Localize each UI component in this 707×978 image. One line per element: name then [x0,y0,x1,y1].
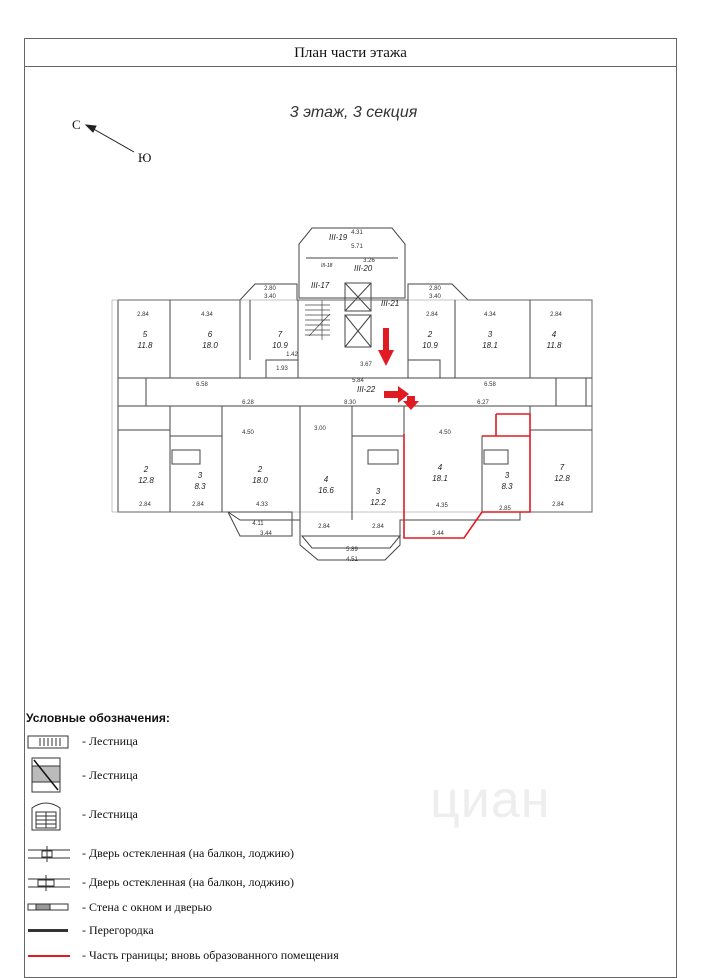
dim-label: 1.42 [286,352,298,358]
room-area: 18.1 [432,474,448,483]
stair-section-icon [26,756,72,794]
dim-label: 2.84 [318,524,330,530]
room-area: 16.6 [318,486,334,495]
dim-label: 1.93 [276,366,288,372]
dim-label: 6.58 [196,382,208,388]
room-num: 3 [197,471,203,480]
glazed-door-alt-icon [26,869,72,897]
dim-label: 8.30 [344,400,356,406]
room-num: 3 [375,487,381,496]
watermark-logo: циан [430,771,551,829]
stair-label-17: III-17 [311,281,330,290]
legend-item [26,942,626,970]
room-area: 8.3 [194,482,206,491]
room-num: 2 [257,465,263,474]
dim-label: 6.27 [477,400,489,406]
stair-label-20: III-20 [354,264,373,273]
legend-item [26,728,626,756]
compass-north-label: С [72,117,81,132]
room-area: 18.0 [202,341,218,350]
dim-label: 3.40 [264,294,276,300]
dim-label: 4.35 [436,503,448,509]
legend-label: - Лестница [82,734,138,748]
stair-label-21: III-21 [381,299,400,308]
dim-label: 4.11 [252,521,264,527]
red-arrow-right-icon [384,386,409,403]
room-area: 11.8 [546,341,562,350]
legend-item [26,840,626,868]
dim-label: 5.84 [352,378,364,384]
room-num: 3 [487,330,493,339]
room-area: 10.9 [422,341,438,350]
dim-label: 4.34 [484,312,496,318]
dim-label: 2.80 [264,286,276,292]
room-num: 3 [504,471,510,480]
dim-label: 2.84 [137,312,149,318]
room-num: 4 [437,463,443,472]
room-area: 18.1 [482,341,498,350]
legend-label: - Лестница [82,807,138,821]
legend-item [26,869,626,897]
dim-label: 4.34 [201,312,213,318]
room-area: 12.8 [554,474,570,483]
glazed-door-icon [26,840,72,868]
stair-label-18: III-18 [321,263,333,269]
legend-item [26,917,626,945]
room-area: 12.8 [138,476,154,485]
dim-label: 3.44 [260,531,272,537]
floor-section-label: 3 этаж, 3 секция [289,104,418,121]
legend-label: - Лестница [82,768,138,782]
room-area: 11.8 [137,341,153,350]
dim-label: 3.44 [432,531,444,537]
legend-label: - Стена с окном и дверью [82,900,212,914]
document-title: План части этажа [25,39,676,67]
dim-label: 4.50 [242,430,254,436]
dim-label: 3.67 [360,362,372,368]
room-num: 7 [559,463,565,472]
dim-label: 4.33 [256,502,268,508]
room-num: 7 [277,330,283,339]
room-num: 5 [142,330,148,339]
dim-label: 4.51 [346,557,358,563]
room-num: 6 [207,330,213,339]
room-area: 12.2 [370,498,386,507]
red-boundary-icon [26,942,72,970]
room-num: 2 [143,465,149,474]
dim-label: 2.84 [372,524,384,530]
dim-label: 6.28 [242,400,254,406]
room-num: 4 [551,330,557,339]
compass-south-label: Ю [138,150,152,165]
legend-label: - Перегородка [82,923,154,937]
stair-label-19: III-19 [329,233,348,242]
red-arrow-down-icon [378,328,394,366]
room-area: 8.3 [501,482,513,491]
dim-label: 2.84 [192,502,204,508]
dim-label: 2.84 [426,312,438,318]
dim-label: 4.50 [439,430,451,436]
room-area: 18.0 [252,476,268,485]
room-num: 2 [427,330,433,339]
dim-label: 4.31 [351,230,363,236]
room-num: 4 [323,475,329,484]
dim-label: 3.00 [314,426,326,432]
compass-arrow-icon [86,125,134,152]
dim-label: 5.71 [351,244,363,250]
legend-label: - Дверь остекленная (на балкон, лоджию) [82,846,294,860]
dim-label: 5.89 [346,547,358,553]
dim-label: 3.40 [429,294,441,300]
new-premises-boundary [404,414,530,538]
dim-label: 2.80 [429,286,441,292]
dim-label: 2.84 [139,502,151,508]
legend-title: Условные обозначения: [26,711,170,725]
dim-label: 6.58 [484,382,496,388]
dim-label: 2.84 [550,312,562,318]
dim-label: 2.85 [499,506,511,512]
dim-label: 2.84 [552,502,564,508]
dim-label: 3.26 [363,258,375,264]
legend-label: - Часть границы; вновь образованного помещения [82,948,339,962]
stair-elevation-icon [26,798,72,832]
legend-label: - Дверь остекленная (на балкон, лоджию) [82,875,294,889]
stair-label-22: III-22 [357,385,376,394]
partition-icon [26,917,72,945]
red-arrow-small-down-icon [403,396,419,410]
room-area: 10.9 [272,341,288,350]
stair-plan-icon [26,728,72,756]
